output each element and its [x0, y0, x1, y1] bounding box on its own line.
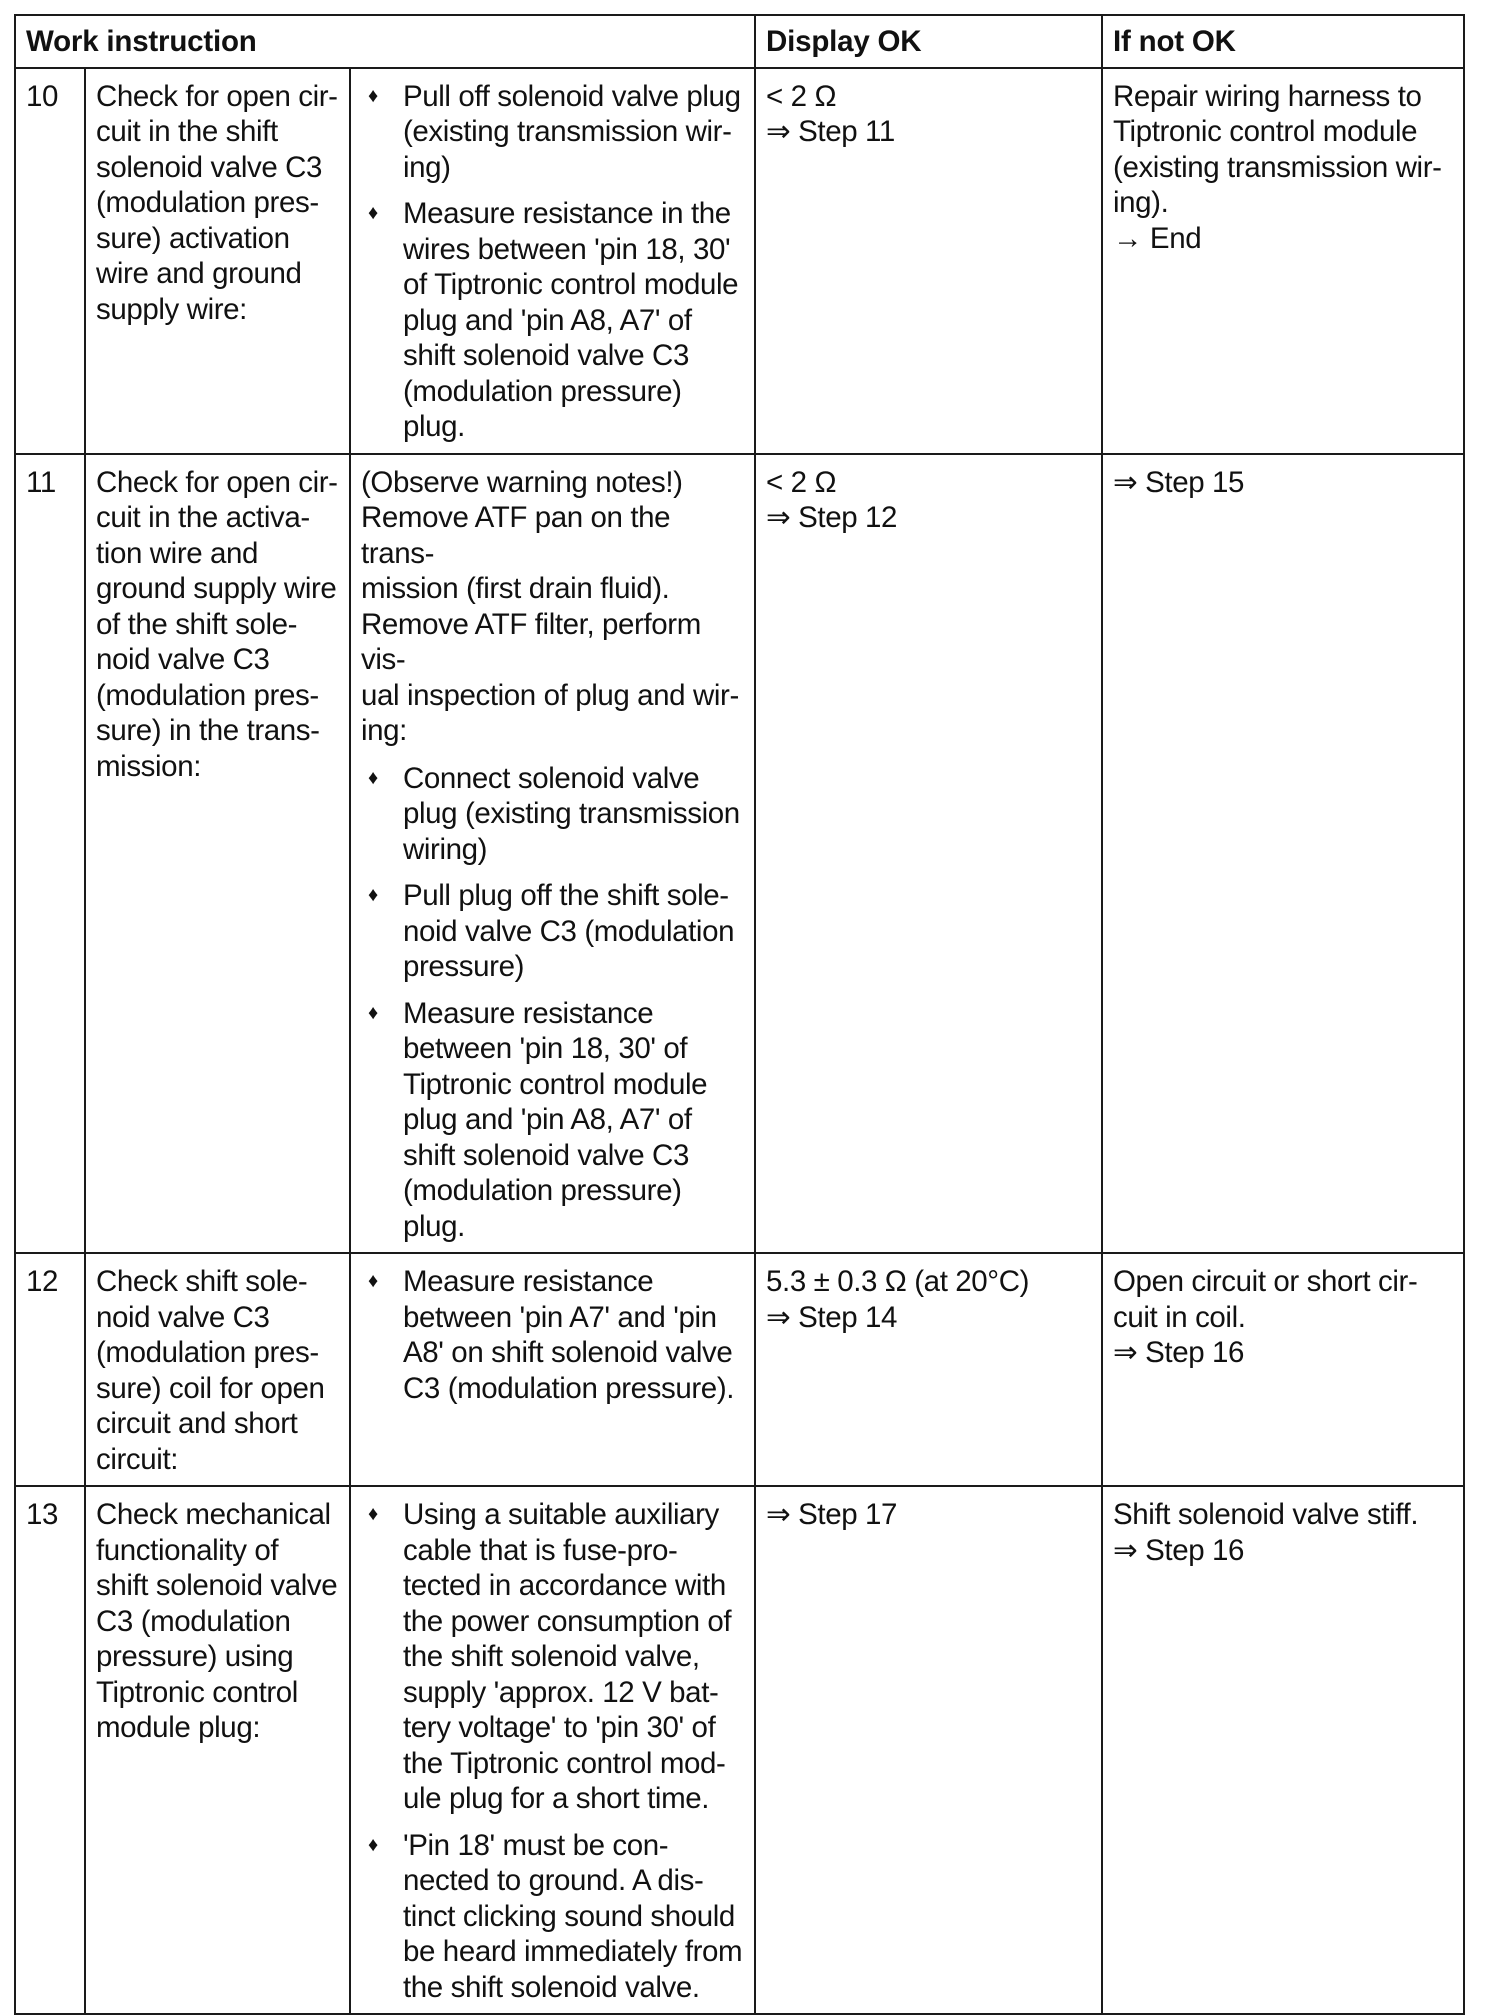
action-line: pressure): [403, 950, 524, 983]
description-line: noid valve C3: [96, 1300, 270, 1334]
if-not-ok-line: → End: [1113, 221, 1202, 255]
step-actions: [350, 454, 755, 1254]
step-number: 12: [15, 1253, 85, 1486]
description-line: cuit in the activa-: [96, 501, 310, 534]
action-line: Using a suitable auxiliary: [403, 1498, 719, 1531]
if-not-ok-line: ⇒ Step 16: [1113, 1533, 1245, 1567]
step-description: [85, 1253, 350, 1486]
step-description: [85, 454, 350, 1254]
intro-line: ing:: [361, 714, 407, 747]
action-line: Tiptronic control module: [403, 1067, 708, 1101]
action-line: the Tiptronic control mod-: [403, 1746, 726, 1780]
action-line: (existing transmission wir-: [403, 115, 732, 148]
description-line: wire and ground: [96, 257, 302, 290]
display-ok-line: ⇒ Step 17: [766, 1498, 898, 1531]
action-line: tected in accordance with: [403, 1569, 726, 1602]
step-description: [85, 1486, 350, 2014]
action-item: [361, 996, 744, 1245]
display-ok-line: < 2 Ω: [766, 465, 837, 499]
action-line: the shift solenoid valve.: [403, 1970, 700, 2004]
action-line: C3 (modulation pressure).: [403, 1371, 735, 1405]
diamond-bullet-icon: ♦: [368, 202, 378, 224]
description-line: sure) in the trans-: [96, 714, 320, 747]
action-line: shift solenoid valve C3: [403, 339, 689, 372]
table-row: [15, 1486, 1464, 2014]
action-line: (modulation pressure): [403, 1174, 682, 1207]
action-line: shift solenoid valve C3: [403, 1138, 689, 1172]
diamond-bullet-icon: ♦: [368, 884, 378, 906]
action-line: (modulation pressure): [403, 374, 682, 408]
if-not-ok-line: Repair wiring harness to: [1113, 79, 1422, 113]
if-not-ok-line: ⇒ Step 16: [1113, 1336, 1245, 1369]
display-ok-line: 5.3 ± 0.3 Ω (at 20°C): [766, 1265, 1030, 1298]
action-line: Measure resistance: [403, 996, 654, 1030]
intro-line: Remove ATF filter, perform vis-: [361, 607, 701, 676]
step-number: 10: [15, 68, 85, 454]
action-item: [361, 1828, 744, 2006]
description-line: (modulation pres-: [96, 678, 319, 712]
description-line: ground supply wire: [96, 572, 337, 605]
header-row: [15, 15, 1464, 68]
action-line: 'Pin 18' must be con-: [403, 1828, 669, 1862]
diamond-bullet-icon: ♦: [368, 84, 378, 107]
action-item: [361, 761, 744, 868]
action-line: be heard immediately from: [403, 1935, 743, 1968]
action-line: Measure resistance: [403, 1265, 654, 1298]
description-line: sure) activation: [96, 221, 290, 255]
action-line: between 'pin 18, 30' of: [403, 1032, 688, 1065]
description-line: supply wire:: [96, 292, 247, 326]
step-description: [85, 68, 350, 454]
step-actions: [350, 1486, 755, 2014]
description-line: cuit in the shift: [96, 115, 278, 148]
action-list: [361, 1497, 744, 2005]
action-item: [361, 1264, 744, 1406]
if-not-ok-line: cuit in coil.: [1113, 1300, 1246, 1334]
intro-line: Remove ATF pan on the trans-: [361, 501, 671, 570]
action-item: [361, 79, 744, 186]
if-not-ok-line: ⇒ Step 15: [1113, 465, 1245, 499]
diamond-bullet-icon: ♦: [368, 1833, 378, 1856]
action-line: plug.: [403, 410, 465, 443]
description-line: of the shift sole-: [96, 607, 298, 641]
action-list: [361, 761, 744, 1245]
action-line: tery voltage' to 'pin 30' of: [403, 1711, 716, 1744]
intro-line: ual inspection of plug and wir-: [361, 678, 739, 712]
if-not-ok-line: ing).: [1113, 186, 1169, 219]
description-line: mission:: [96, 749, 201, 783]
description-line: (modulation pres-: [96, 186, 319, 219]
action-item: [361, 196, 744, 445]
header-work-instruction: Work instruction: [15, 15, 755, 68]
if-not-ok-cell: [1102, 454, 1464, 1254]
description-line: noid valve C3: [96, 643, 270, 676]
work-instruction-table: [14, 14, 1465, 2015]
description-line: sure) coil for open: [96, 1371, 325, 1405]
action-line: the power consumption of: [403, 1604, 732, 1638]
action-item: [361, 878, 744, 985]
description-line: Check for open cir-: [96, 465, 338, 499]
description-line: Check shift sole-: [96, 1265, 308, 1298]
action-line: cable that is fuse-pro-: [403, 1533, 678, 1567]
description-line: module plug:: [96, 1711, 261, 1744]
action-list: [361, 1264, 744, 1406]
description-line: solenoid valve C3: [96, 150, 323, 184]
intro-line: (Observe warning notes!): [361, 465, 683, 499]
description-line: shift solenoid valve: [96, 1569, 338, 1602]
action-line: ule plug for a short time.: [403, 1782, 710, 1815]
display-ok-line: ⇒ Step 11: [766, 115, 895, 148]
display-ok-cell: [755, 1486, 1102, 2014]
action-line: of Tiptronic control module: [403, 268, 739, 301]
action-line: ing): [403, 150, 451, 184]
diamond-bullet-icon: ♦: [368, 1503, 378, 1525]
if-not-ok-cell: [1102, 1486, 1464, 2014]
table-row: [15, 454, 1464, 1254]
action-line: the shift solenoid valve,: [403, 1640, 700, 1673]
action-line: plug (existing transmission: [403, 797, 740, 830]
action-line: A8' on shift solenoid valve: [403, 1336, 733, 1369]
description-line: tion wire and: [96, 536, 259, 570]
action-intro: [361, 465, 744, 749]
if-not-ok-line: (existing transmission wir-: [1113, 150, 1442, 184]
action-line: plug.: [403, 1209, 465, 1243]
action-list: [361, 79, 744, 445]
display-ok-line: ⇒ Step 12: [766, 501, 898, 534]
description-line: (modulation pres-: [96, 1336, 319, 1369]
description-line: C3 (modulation: [96, 1604, 291, 1638]
description-line: circuit:: [96, 1442, 179, 1476]
action-line: tinct clicking sound should: [403, 1899, 735, 1933]
header-if-not-ok: If not OK: [1102, 15, 1464, 68]
step-actions: [350, 68, 755, 454]
action-line: Pull plug off the shift sole-: [403, 879, 729, 912]
display-ok-cell: [755, 454, 1102, 1254]
if-not-ok-cell: [1102, 1253, 1464, 1486]
step-number: 11: [15, 454, 85, 1254]
if-not-ok-line: Shift solenoid valve stiff.: [1113, 1498, 1419, 1531]
action-line: Measure resistance in the: [403, 197, 731, 230]
diamond-bullet-icon: ♦: [368, 1270, 378, 1292]
display-ok-line: ⇒ Step 14: [766, 1300, 898, 1334]
action-item: [361, 1497, 744, 1817]
step-actions: [350, 1253, 755, 1486]
display-ok-cell: [755, 68, 1102, 454]
action-line: plug and 'pin A8, A7' of: [403, 1103, 692, 1136]
table-row: [15, 1253, 1464, 1486]
description-line: circuit and short: [96, 1407, 298, 1440]
action-line: plug and 'pin A8, A7' of: [403, 303, 692, 337]
description-line: Check mechanical: [96, 1498, 331, 1531]
description-line: Tiptronic control: [96, 1675, 298, 1709]
description-line: pressure) using: [96, 1640, 294, 1673]
header-display-ok: Display OK: [755, 15, 1102, 68]
action-line: supply 'approx. 12 V bat-: [403, 1675, 719, 1709]
action-line: Pull off solenoid valve plug: [403, 79, 741, 113]
action-line: between 'pin A7' and 'pin: [403, 1300, 717, 1334]
step-number: 13: [15, 1486, 85, 2014]
table-row: [15, 68, 1464, 454]
description-line: Check for open cir-: [96, 79, 338, 113]
action-line: Connect solenoid valve: [403, 761, 700, 795]
action-line: wires between 'pin 18, 30': [403, 232, 731, 266]
intro-line: mission (first drain fluid).: [361, 572, 670, 605]
diamond-bullet-icon: ♦: [368, 1001, 378, 1024]
action-line: nected to ground. A dis-: [403, 1864, 704, 1897]
description-line: functionality of: [96, 1533, 279, 1567]
diamond-bullet-icon: ♦: [368, 766, 378, 789]
action-line: wiring): [403, 832, 488, 866]
display-ok-line: < 2 Ω: [766, 79, 837, 113]
action-line: noid valve C3 (modulation: [403, 914, 735, 948]
if-not-ok-line: Open circuit or short cir-: [1113, 1265, 1418, 1298]
if-not-ok-line: Tiptronic control module: [1113, 115, 1418, 148]
display-ok-cell: [755, 1253, 1102, 1486]
if-not-ok-cell: [1102, 68, 1464, 454]
